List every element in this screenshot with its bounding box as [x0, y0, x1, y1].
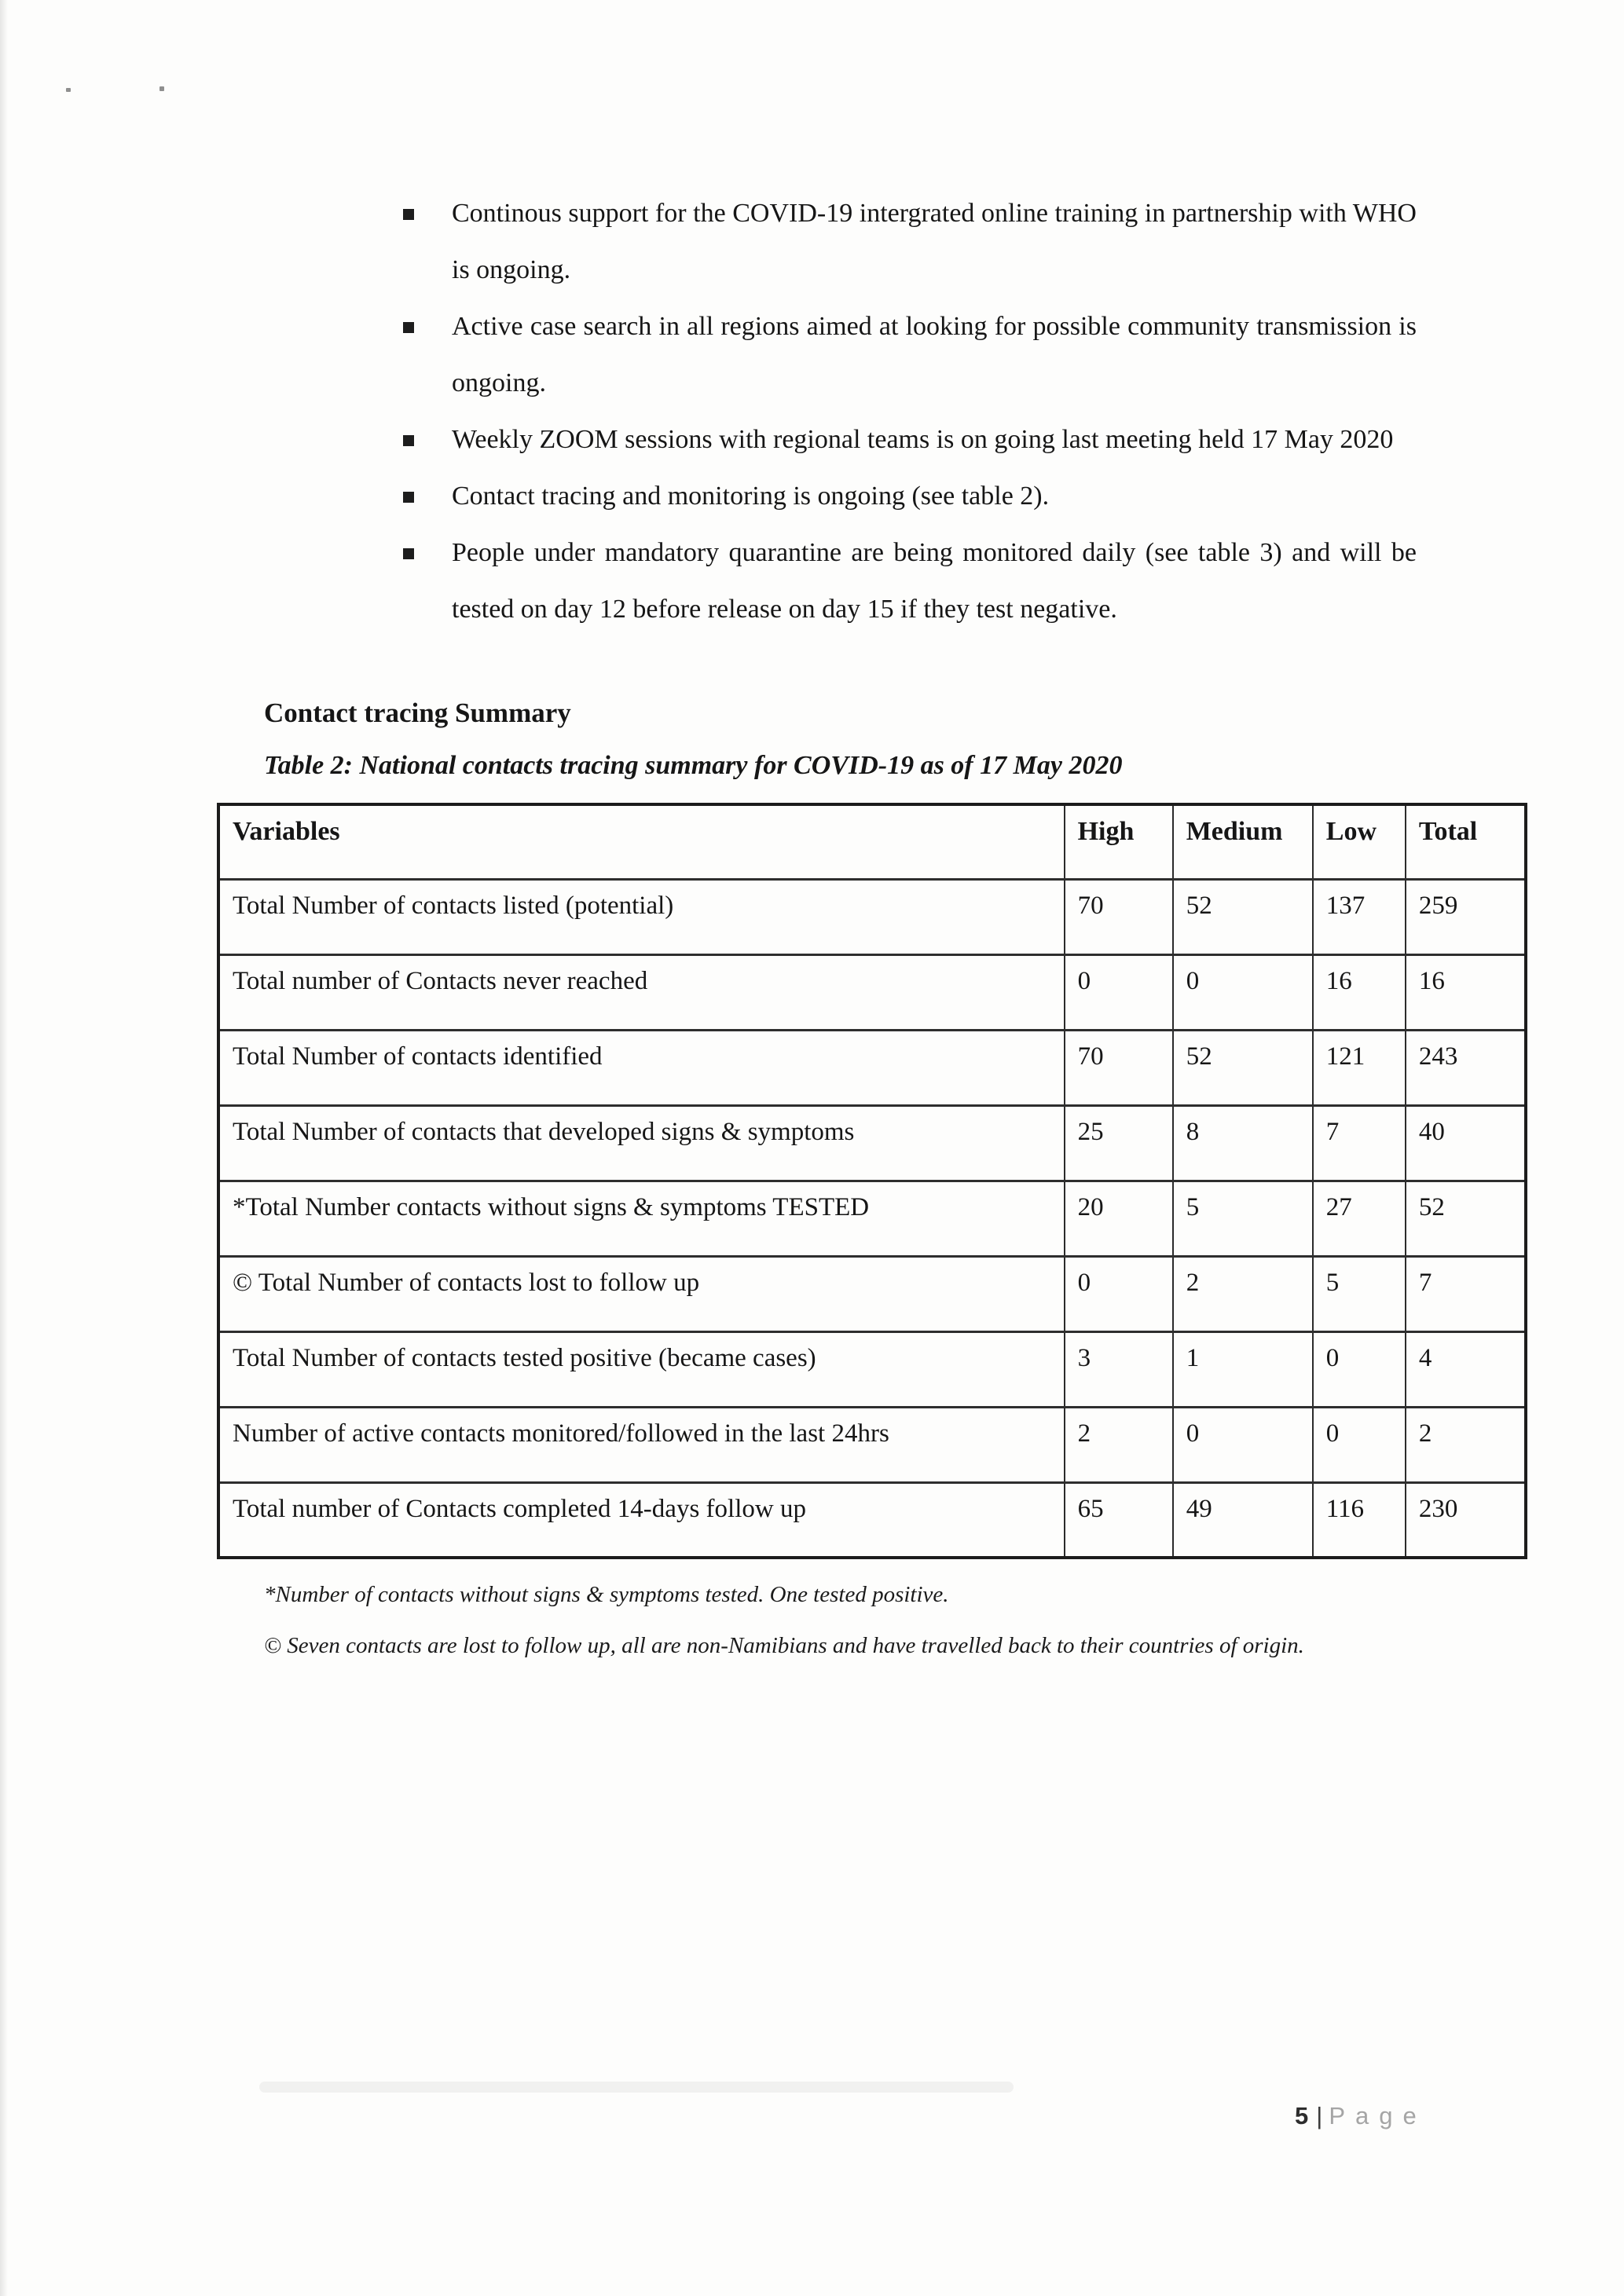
value-cell: 0: [1065, 1256, 1173, 1331]
variable-cell: *Total Number contacts without signs & symptoms TESTED: [218, 1181, 1065, 1256]
value-cell: 52: [1173, 879, 1313, 954]
table-header-row: [218, 804, 1526, 879]
value-cell: 121: [1313, 1030, 1406, 1105]
value-cell: 52: [1173, 1030, 1313, 1105]
footnotes: [264, 1582, 1443, 1684]
value-cell: 0: [1173, 1407, 1313, 1482]
ink-speck: [159, 86, 164, 91]
value-cell: 230: [1406, 1482, 1526, 1558]
value-cell: 2: [1173, 1256, 1313, 1331]
scan-smudge-artifact: [259, 2082, 1014, 2093]
bullet-text: Weekly ZOOM sessions with regional teams is on going last meeting held 17 May 2020: [452, 425, 1394, 454]
bullet-square-icon: [403, 435, 414, 446]
table-row: [218, 1482, 1526, 1558]
value-cell: 0: [1065, 954, 1173, 1030]
value-cell: 0: [1313, 1407, 1406, 1482]
bullet-item: [452, 412, 1417, 468]
column-header: Low: [1313, 804, 1406, 879]
variable-cell: Total number of Contacts never reached: [218, 954, 1065, 1030]
value-cell: 70: [1065, 1030, 1173, 1105]
table-row: [218, 1256, 1526, 1331]
table-row: [218, 879, 1526, 954]
bullet-square-icon: [403, 548, 414, 559]
value-cell: 5: [1313, 1256, 1406, 1331]
footnote: *Number of contacts without signs & symptoms tested. One tested positive.: [264, 1582, 949, 1607]
value-cell: 0: [1173, 954, 1313, 1030]
scan-edge-artifact: [0, 0, 8, 2296]
value-cell: 40: [1406, 1105, 1526, 1181]
value-cell: 20: [1065, 1181, 1173, 1256]
value-cell: 2: [1065, 1407, 1173, 1482]
variable-cell: Total Number of contacts that developed signs & symptoms: [218, 1105, 1065, 1181]
value-cell: 16: [1313, 954, 1406, 1030]
variable-cell: Total Number of contacts listed (potential): [218, 879, 1065, 954]
page-number: 5: [1295, 2102, 1309, 2129]
table-body: [218, 879, 1526, 1558]
variable-cell: Number of active contacts monitored/followed in the last 24hrs: [218, 1407, 1065, 1482]
value-cell: 116: [1313, 1482, 1406, 1558]
column-header: Total: [1406, 804, 1526, 879]
value-cell: 7: [1313, 1105, 1406, 1181]
value-cell: 243: [1406, 1030, 1526, 1105]
value-cell: 2: [1406, 1407, 1526, 1482]
value-cell: 49: [1173, 1482, 1313, 1558]
bullet-list: [452, 185, 1417, 638]
variable-cell: Total Number of contacts identified: [218, 1030, 1065, 1105]
ink-speck: [66, 88, 71, 92]
variable-cell: © Total Number of contacts lost to follow up: [218, 1256, 1065, 1331]
table-row: [218, 954, 1526, 1030]
value-cell: 259: [1406, 879, 1526, 954]
bullet-square-icon: [403, 209, 414, 220]
bullet-square-icon: [403, 492, 414, 503]
contacts-table: [217, 803, 1527, 1559]
bullet-item: [452, 185, 1417, 298]
bullet-item: [452, 525, 1417, 638]
value-cell: 52: [1406, 1181, 1526, 1256]
value-cell: 16: [1406, 954, 1526, 1030]
table-row: [218, 1030, 1526, 1105]
value-cell: 137: [1313, 879, 1406, 954]
bullet-text: Continous support for the COVID-19 intergrated online training in partnership with WHO is ongoing.: [452, 199, 1417, 284]
table-row: [218, 1181, 1526, 1256]
footer-page-word: Page: [1329, 2102, 1427, 2129]
bullet-text: People under mandatory quarantine are being monitored daily (see table 3) and will be tested on day 12 before release on day 15 if they test negative.: [452, 538, 1417, 624]
table-caption: Table 2: National contacts tracing summary for COVID-19 as of 17 May 2020: [264, 751, 1123, 780]
page-footer: [1295, 2102, 1427, 2130]
variable-cell: Total number of Contacts completed 14-days follow up: [218, 1482, 1065, 1558]
section-heading: Contact tracing Summary: [264, 698, 571, 728]
bullet-text: Contact tracing and monitoring is ongoing (see table 2).: [452, 482, 1050, 511]
value-cell: 8: [1173, 1105, 1313, 1181]
value-cell: 5: [1173, 1181, 1313, 1256]
column-header: Variables: [218, 804, 1065, 879]
bullet-square-icon: [403, 322, 414, 333]
table-row: [218, 1407, 1526, 1482]
table-row: [218, 1331, 1526, 1407]
value-cell: 27: [1313, 1181, 1406, 1256]
value-cell: 4: [1406, 1331, 1526, 1407]
column-header: High: [1065, 804, 1173, 879]
value-cell: 7: [1406, 1256, 1526, 1331]
value-cell: 1: [1173, 1331, 1313, 1407]
bullet-item: [452, 468, 1417, 525]
column-header: Medium: [1173, 804, 1313, 879]
value-cell: 25: [1065, 1105, 1173, 1181]
bullet-text: Active case search in all regions aimed at looking for possible community transmission is ongoing.: [452, 312, 1417, 397]
value-cell: 0: [1313, 1331, 1406, 1407]
table-row: [218, 1105, 1526, 1181]
value-cell: 70: [1065, 879, 1173, 954]
variable-cell: Total Number of contacts tested positive (became cases): [218, 1331, 1065, 1407]
value-cell: 3: [1065, 1331, 1173, 1407]
footnote: © Seven contacts are lost to follow up, all are non-Namibians and have travelled back to their countries of origin.: [264, 1633, 1304, 1658]
contacts-table-wrap: [217, 803, 1527, 1559]
bullet-item: [452, 298, 1417, 412]
value-cell: 65: [1065, 1482, 1173, 1558]
footer-divider: |: [1316, 2102, 1323, 2129]
